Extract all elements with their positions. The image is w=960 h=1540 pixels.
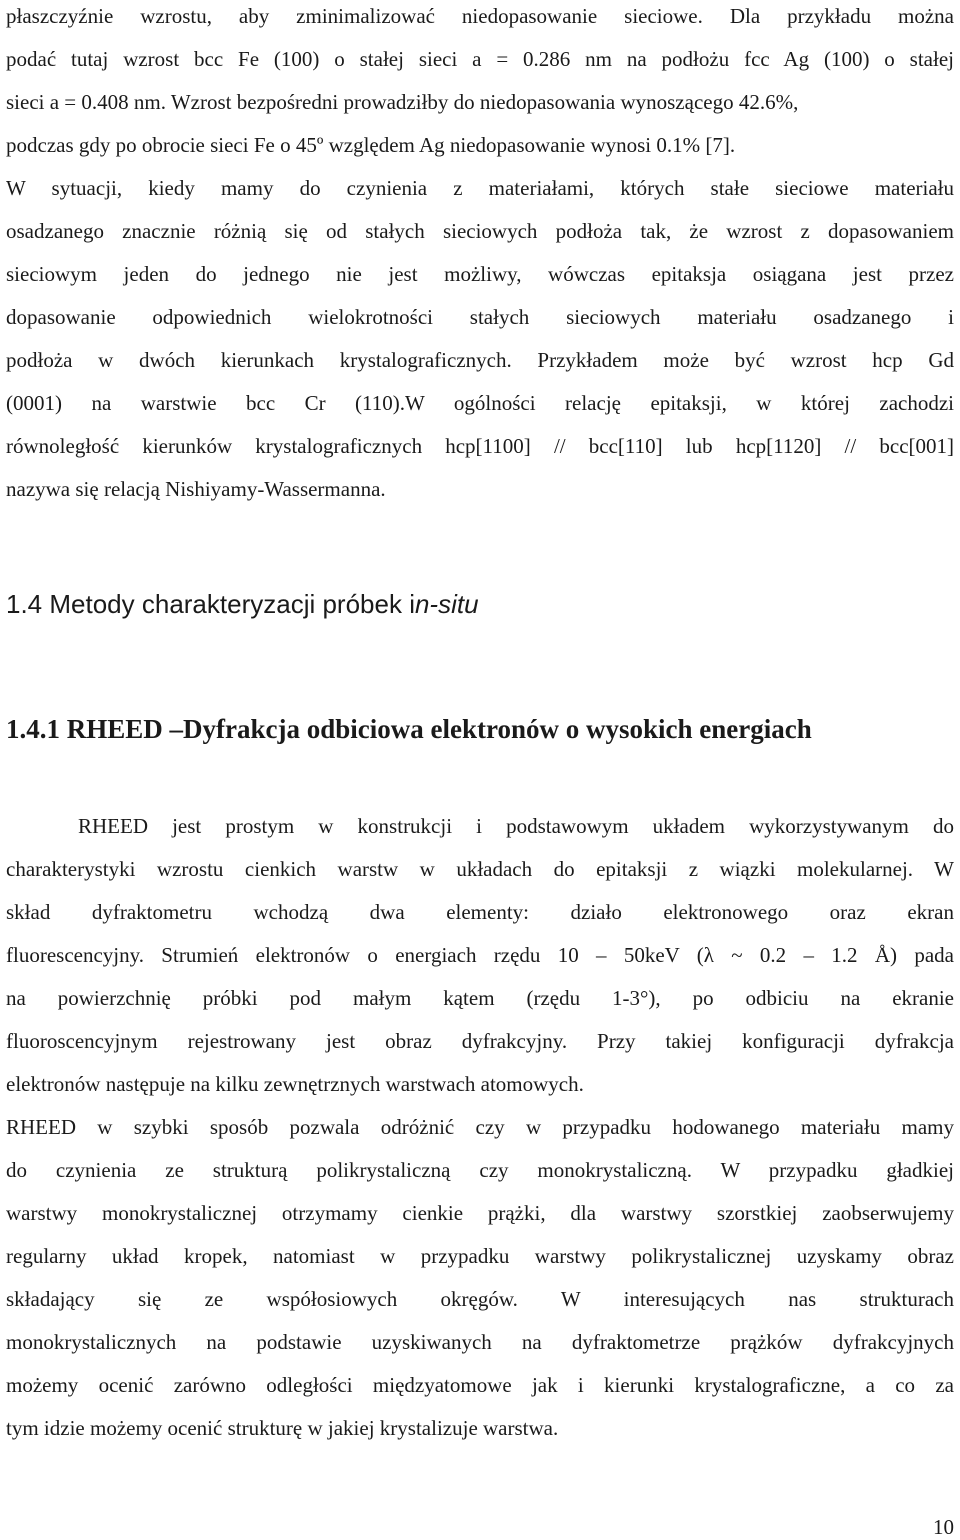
para2-line-3: sieciowym jeden do jednego nie jest możliwy, wówczas epitaksja osiągana jest przez <box>6 262 954 286</box>
para4-line-1: RHEED w szybki sposób pozwala odróżnić czy w przypadku hodowanego materiału mamy <box>6 1115 954 1139</box>
page-number: 10 <box>933 1515 954 1539</box>
para2-line-6: (0001) na warstwie bcc Cr (110).W ogólności relację epitaksji, w której zachodzi <box>6 391 954 415</box>
section-heading <box>6 588 479 620</box>
para2-line-4: dopasowanie odpowiednich wielokrotności stałych sieciowych materiału osadzanego i <box>6 305 954 329</box>
para4-line-4: regularny układ kropek, natomiast w przypadku warstwy polikrystalicznej uzyskamy obraz <box>6 1244 954 1268</box>
section-heading-italic: n-situ <box>414 589 479 619</box>
subsection-heading: 1.4.1 RHEED –Dyfrakcja odbiciowa elektronów o wysokich energiach <box>6 714 812 744</box>
para3-line-1: RHEED jest prostym w konstrukcji i podstawowym układem wykorzystywanym do <box>78 814 954 838</box>
para2-line-8: nazywa się relacją Nishiyamy-Wassermanna. <box>6 477 386 501</box>
para2-line-7: równoległość kierunków krystalograficznych hcp[1100] // bcc[110] lub hcp[1120] // bcc[001] <box>6 434 954 458</box>
para2-line-5: podłoża w dwóch kierunkach krystalograficznych. Przykładem może być wzrost hcp Gd <box>6 348 954 372</box>
para1-line-1: płaszczyźnie wzrostu, aby zminimalizować niedopasowanie sieciowe. Dla przykładu można <box>6 4 954 28</box>
para2-line-2: osadzanego znacznie różnią się od stałych sieciowych podłoża tak, że wzrost z dopasowaniem <box>6 219 954 243</box>
para4-line-8: tym idzie możemy ocenić strukturę w jakiej krystalizuje warstwa. <box>6 1416 559 1440</box>
para1-line-3: sieci a = 0.408 nm. Wzrost bezpośredni prowadziłby do niedopasowania wynoszącego 42.6%, <box>6 90 799 114</box>
para3-line-2: charakterystyki wzrostu cienkich warstw w układach do epitaksji z wiązki molekularnej. W <box>6 857 954 881</box>
para3-line-7: elektronów następuje na kilku zewnętrznych warstwach atomowych. <box>6 1072 584 1096</box>
para3-line-4: fluorescencyjny. Strumień elektronów o energiach rzędu 10 – 50keV (λ ~ 0.2 – 1.2 Å) pada <box>6 943 954 967</box>
para4-line-7: możemy ocenić zarówno odległości międzyatomowe jak i kierunki krystalograficzne, a co za <box>6 1373 954 1397</box>
para1-line-2: podać tutaj wzrost bcc Fe (100) o stałej sieci a = 0.286 nm na podłożu fcc Ag (100) o stałej <box>6 47 954 71</box>
para2-line-1: W sytuacji, kiedy mamy do czynienia z materiałami, których stałe sieciowe materiału <box>6 176 954 200</box>
para1-line-4: podczas gdy po obrocie sieci Fe o 45º względem Ag niedopasowanie wynosi 0.1% [7]. <box>6 133 736 157</box>
para3-line-5: na powierzchnię próbki pod małym kątem (rzędu 1-3°), po odbiciu na ekranie <box>6 986 954 1010</box>
para3-line-3: skład dyfraktometru wchodzą dwa elementy: działo elektronowego oraz ekran <box>6 900 954 924</box>
para4-line-3: warstwy monokrystalicznej otrzymamy cienkie prążki, dla warstwy szorstkiej zaobserwujemy <box>6 1201 954 1225</box>
para3-line-6: fluoroscencyjnym rejestrowany jest obraz dyfrakcyjny. Przy takiej konfiguracji dyfrakcja <box>6 1029 954 1053</box>
document-page <box>6 0 954 1537</box>
para4-line-5: składający się ze współosiowych okręgów. W interesujących nas strukturach <box>6 1287 954 1311</box>
para4-line-6: monokrystalicznych na podstawie uzyskiwanych na dyfraktometrze prążków dyfrakcyjnych <box>6 1330 954 1354</box>
section-heading-text: 1.4 Metody charakteryzacji próbek i <box>6 589 415 619</box>
para4-line-2: do czynienia ze strukturą polikrystaliczną czy monokrystaliczną. W przypadku gładkiej <box>6 1158 954 1182</box>
